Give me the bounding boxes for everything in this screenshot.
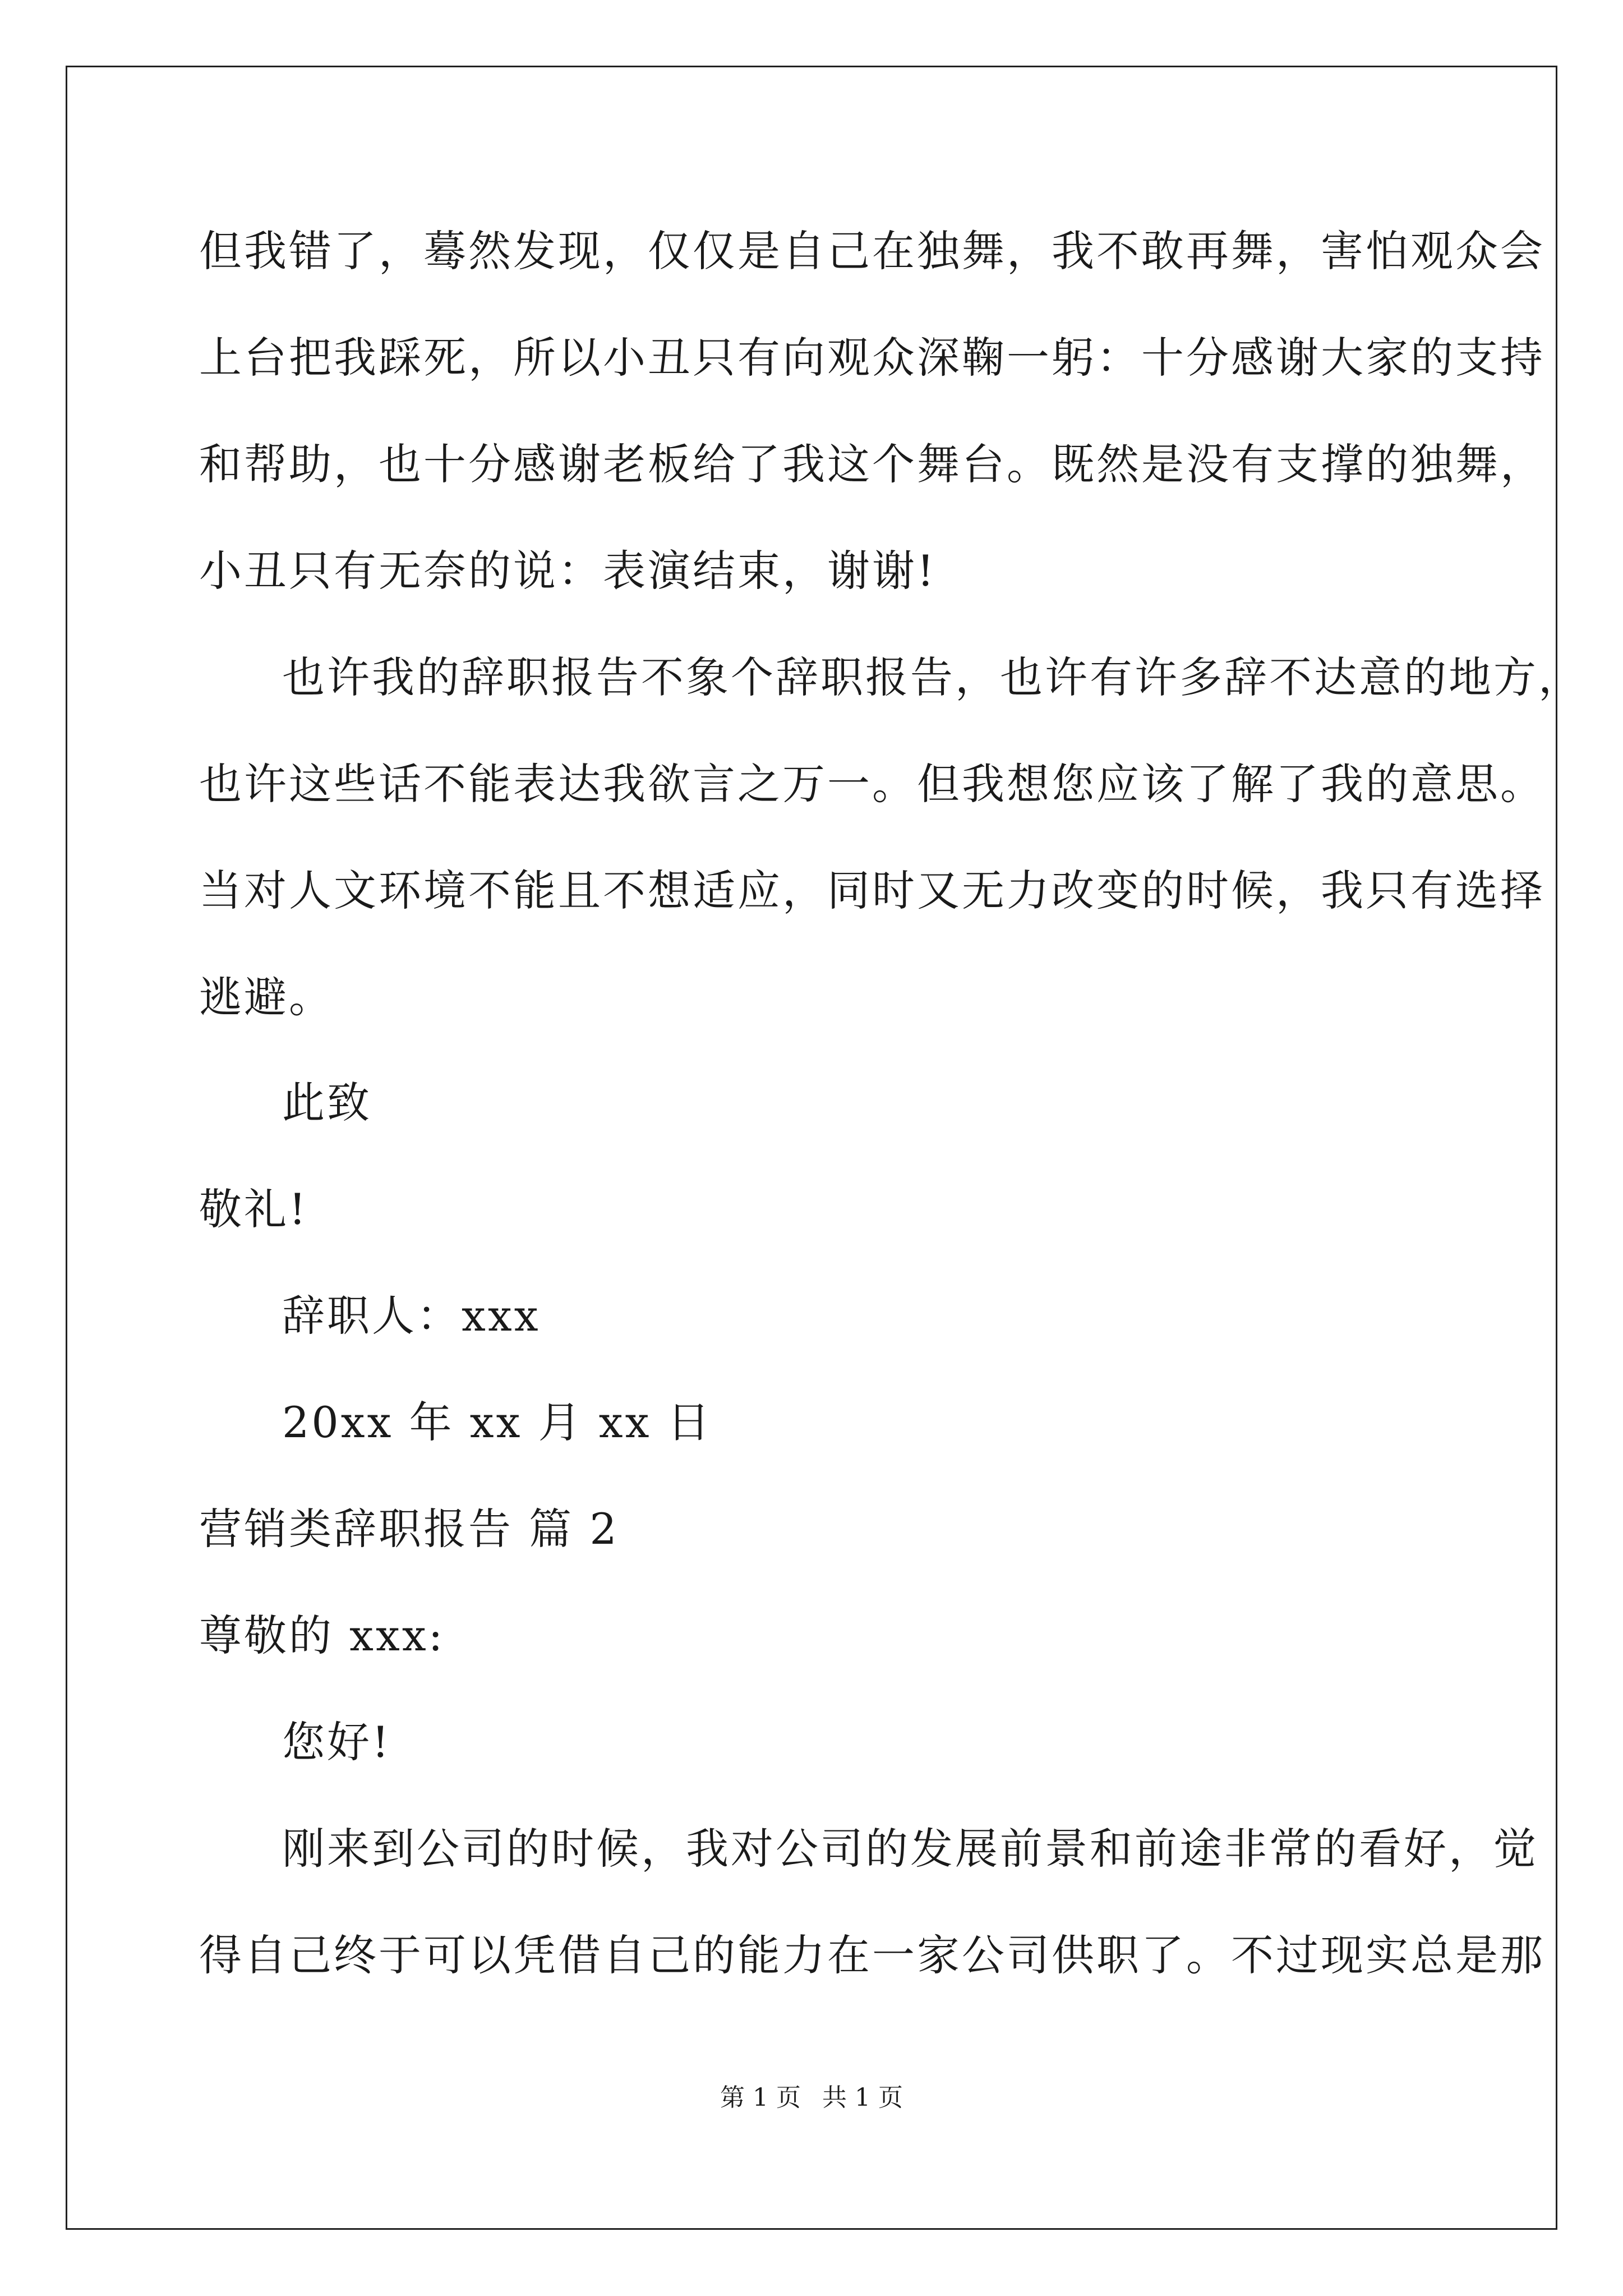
text-line: 逃避。: [199, 972, 334, 1022]
page-footer: [0, 2081, 1623, 2115]
text-line: 刚来到公司的时候，我对公司的发展前景和前途非常的看好，觉: [282, 1824, 1538, 1874]
page-number: 第 1 页: [720, 2083, 801, 2112]
text-line: 小丑只有无奈的说：表演结束，谢谢!: [199, 546, 937, 596]
page-total: 共 1 页: [822, 2083, 903, 2112]
signature-line: 辞职人：xxx: [282, 1291, 541, 1341]
text-line: 和帮助，也十分感谢老板给了我这个舞台。既然是没有支撑的独舞，: [199, 439, 1545, 489]
closing-salutation: 此致: [282, 1078, 372, 1128]
text-line: 也许这些话不能表达我欲言之万一。但我想您应该了解了我的意思。: [199, 759, 1545, 809]
text-line: 但我错了，蓦然发现，仅仅是自己在独舞，我不敢再舞，害怕观众会: [199, 226, 1545, 276]
text-line: 当对人文环境不能且不想适应，同时又无力改变的时候，我只有选择: [199, 866, 1545, 915]
text-line: 得自己终于可以凭借自己的能力在一家公司供职了。不过现实总是那: [199, 1930, 1545, 1980]
date-line: 20xx 年 xx 月 xx 日: [282, 1397, 712, 1447]
closing-regards: 敬礼!: [199, 1184, 308, 1234]
page-border: [66, 66, 1557, 2230]
greeting-line: 尊敬的 xxx:: [199, 1611, 445, 1660]
text-line: 也许我的辞职报告不象个辞职报告，也许有许多辞不达意的地方，: [282, 652, 1583, 702]
greeting-hello: 您好!: [282, 1717, 391, 1767]
section-heading: 营销类辞职报告 篇 2: [199, 1504, 619, 1554]
text-line: 上台把我踩死，所以小丑只有向观众深鞠一躬：十分感谢大家的支持: [199, 333, 1545, 383]
